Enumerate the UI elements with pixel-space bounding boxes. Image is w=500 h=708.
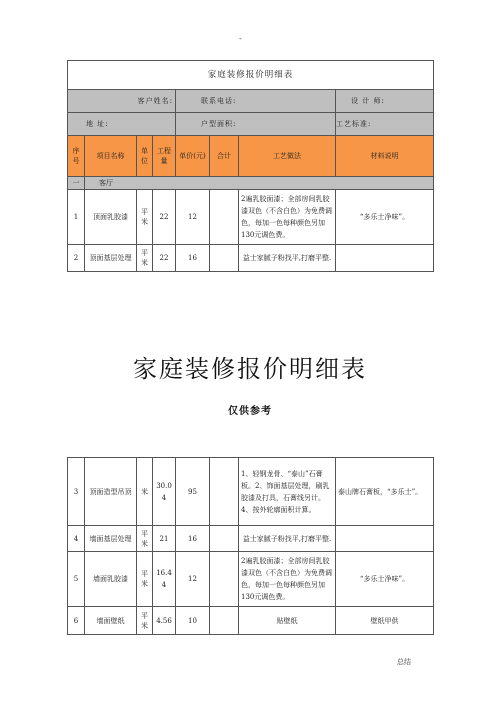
row-price: 16 xyxy=(176,245,210,272)
row-qty: 22 xyxy=(153,190,176,245)
row-method: 2遍乳胶面漆；全部房间乳胶漆双色（不含白色）为免费调色，每加一色每种颜色另加130元调色费。 xyxy=(239,552,336,607)
row-total xyxy=(210,526,239,552)
top-mark: - xyxy=(239,34,242,43)
footer-note: 总结 xyxy=(397,658,411,666)
craft-standard-label: 工艺标准: xyxy=(336,113,434,136)
row-method: 2遍乳胶面漆；全部房间乳胶漆双色（不含白色）为免费调色，每加一色每种颜色另加130元调色费。 xyxy=(239,190,336,245)
table-row xyxy=(68,458,434,526)
contact-phone-label: 联系电话: xyxy=(176,90,336,113)
row-qty: 30.04 xyxy=(153,458,176,526)
row-price: 12 xyxy=(176,190,210,245)
header-total: 合计 xyxy=(210,136,239,177)
header-seq: 序号 xyxy=(68,136,85,177)
row-seq: 4 xyxy=(68,526,85,552)
customer-name-label: 客户姓名: xyxy=(68,90,176,113)
row-total xyxy=(210,458,239,526)
section-number: 一 xyxy=(68,177,85,190)
row-seq: 3 xyxy=(68,458,85,526)
row-material: “多乐士净味”。 xyxy=(336,552,434,607)
row-material xyxy=(336,245,434,272)
row-material: 壁纸甲供 xyxy=(336,607,434,635)
row-unit: 米 xyxy=(137,458,153,526)
row-qty: 4.56 xyxy=(153,607,176,635)
table-row xyxy=(68,245,434,272)
header-unit: 单位 xyxy=(137,136,153,177)
row-qty: 21 xyxy=(153,526,176,552)
row-price: 16 xyxy=(176,526,210,552)
row-unit: 平米 xyxy=(137,607,153,635)
address-label: 地 址: xyxy=(68,113,176,136)
row-unit: 平米 xyxy=(137,190,153,245)
table-row xyxy=(68,526,434,552)
row-method: 益士家腻子粉找平,打磨平整. xyxy=(239,245,336,272)
row-item: 顶面基层处理 xyxy=(85,245,137,272)
row-seq: 5 xyxy=(68,552,85,607)
section-name: 客厅 xyxy=(85,177,434,190)
row-item: 墙面乳胶漆 xyxy=(85,552,137,607)
row-qty: 16.44 xyxy=(153,552,176,607)
row-material xyxy=(336,526,434,552)
page-subtitle: 仅供参考 xyxy=(228,406,272,417)
row-total xyxy=(210,607,239,635)
row-total xyxy=(210,552,239,607)
row-material: “多乐士净味”。 xyxy=(336,190,434,245)
table-row xyxy=(68,190,434,245)
row-method: 1、轻钢龙骨、“泰山”石膏板。2、饰面基层处理，刷乳胶漆及打具，石膏线另计。4、按外轮廓面积计算。 xyxy=(239,458,336,526)
row-price: 12 xyxy=(176,552,210,607)
row-item: 顶面乳胶漆 xyxy=(85,190,137,245)
row-total xyxy=(210,190,239,245)
row-qty: 22 xyxy=(153,245,176,272)
table-row xyxy=(68,552,434,607)
header-item: 项目名称 xyxy=(85,136,137,177)
header-material: 材料说明 xyxy=(336,136,434,177)
row-item: 墙面基层处理 xyxy=(85,526,137,552)
row-price: 10 xyxy=(176,607,210,635)
row-item: 顶面造型吊顶 xyxy=(85,458,137,526)
page-title: 家庭装修报价明细表 xyxy=(133,355,367,383)
row-total xyxy=(210,245,239,272)
table1-title: 家庭装修报价明细表 xyxy=(68,61,434,90)
area-label: 户型面积: xyxy=(176,113,336,136)
quote-table-2 xyxy=(67,457,434,635)
row-item: 墙面壁纸 xyxy=(85,607,137,635)
row-unit: 平米 xyxy=(137,552,153,607)
row-method: 益士家腻子粉找平,打磨平整. xyxy=(239,526,336,552)
table-row xyxy=(68,607,434,635)
row-seq: 6 xyxy=(68,607,85,635)
designer-label: 设 计 师: xyxy=(336,90,434,113)
header-method: 工艺做法 xyxy=(239,136,336,177)
row-unit: 平米 xyxy=(137,526,153,552)
row-seq: 1 xyxy=(68,190,85,245)
quote-table-1 xyxy=(67,60,434,272)
row-price: 95 xyxy=(176,458,210,526)
row-unit: 平米 xyxy=(137,245,153,272)
row-method: 贴壁纸 xyxy=(239,607,336,635)
header-price: 单价(元) xyxy=(176,136,210,177)
row-seq: 2 xyxy=(68,245,85,272)
row-material: 泰山牌石膏板，“多乐士”。 xyxy=(336,458,434,526)
header-qty: 工程量 xyxy=(153,136,176,177)
